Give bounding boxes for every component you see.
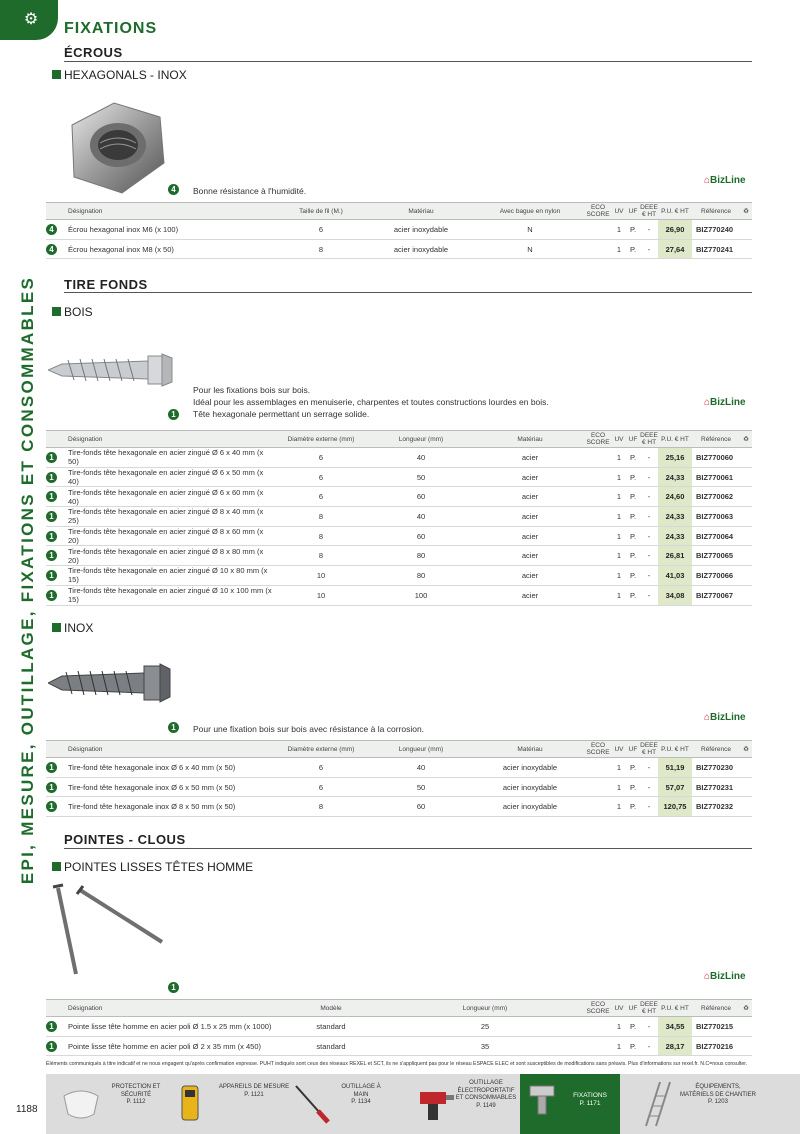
row-value: 80	[366, 546, 476, 566]
row-eco-score	[584, 507, 612, 527]
bullet-badge: 1	[46, 782, 57, 793]
row-deee: -	[640, 585, 658, 605]
row-reference[interactable]: BIZ770063	[692, 507, 740, 527]
row-uv: 1	[612, 566, 626, 586]
section-title-tirefonds: TIRE FONDS	[64, 277, 148, 292]
row-eco-score	[584, 546, 612, 566]
bullet-badge: 1	[46, 511, 57, 522]
row-uv: 1	[612, 758, 626, 778]
row-designation: 1 Tire-fond tête hexagonale inox Ø 8 x 50 mm (x 50)	[46, 797, 276, 817]
product-description: Bonne résistance à l'humidité.	[193, 186, 307, 196]
footer-link-protection[interactable]: PROTECTION ET SÉCURITÉ P. 1112	[111, 1084, 161, 1105]
table-row[interactable]	[46, 1036, 752, 1056]
table-row[interactable]	[46, 797, 752, 817]
row-value: 8	[276, 507, 366, 527]
row-value: 40	[366, 507, 476, 527]
row-designation: 1 Pointe lisse tête homme en acier poli Ø 1.5 x 25 mm (x 1000)	[46, 1017, 276, 1037]
row-price: 28,17	[658, 1036, 692, 1056]
row-uf: P.	[626, 546, 640, 566]
row-reference[interactable]: BIZ770061	[692, 467, 740, 487]
bullet-badge: 4	[168, 184, 179, 195]
page-title: FIXATIONS	[64, 20, 158, 37]
row-price: 24,60	[658, 487, 692, 507]
row-designation: 1 Pointe lisse tête homme en acier poli Ø 2 x 35 mm (x 450)	[46, 1036, 276, 1056]
row-value: standard	[276, 1036, 386, 1056]
row-value: 10	[276, 566, 366, 586]
subsection-inox: INOX	[52, 621, 93, 635]
row-value: 25	[386, 1017, 584, 1037]
row-value: 100	[366, 585, 476, 605]
row-deee: -	[640, 1036, 658, 1056]
row-uv: 1	[612, 467, 626, 487]
product-description: Pour une fixation bois sur bois avec résistance à la corrosion.	[193, 724, 425, 734]
footer-link-fixations[interactable]: FIXATIONS P. 1171	[573, 1092, 607, 1107]
legal-footnote: Éléments communiqués à titre indicatif et ne nous engagent qu'après confirmation expresse. PUHT indiqués sont ceux des réseaux REXEL et SCT, ils ne s'appliquent pas pour le réseau ESPACE ELEC et sont susceptibles de modifications sans préavis. Plus d'informations sur rexel.fr. N.C=nous consulter.	[46, 1061, 748, 1067]
row-eco-score	[584, 526, 612, 546]
row-price: 26,81	[658, 546, 692, 566]
table-row[interactable]	[46, 777, 752, 797]
row-eco-score	[584, 448, 612, 468]
row-value: 40	[366, 758, 476, 778]
row-deee: -	[640, 1017, 658, 1037]
page-number: 1188	[16, 1104, 38, 1115]
row-designation: 1 Tire-fonds tête hexagonale en acier zingué Ø 10 x 80 mm (x 15)	[46, 566, 276, 586]
row-value: 8	[276, 546, 366, 566]
table-row[interactable]	[46, 566, 752, 586]
row-value: acier	[476, 487, 584, 507]
recycle-icon: ♻	[740, 431, 752, 448]
table-row[interactable]	[46, 585, 752, 605]
table-row[interactable]	[46, 487, 752, 507]
row-uv: 1	[612, 777, 626, 797]
row-uf: P.	[626, 585, 640, 605]
row-designation: 1 Tire-fonds tête hexagonale en acier zingué Ø 8 x 60 mm (x 20)	[46, 526, 276, 546]
row-uf: P.	[626, 758, 640, 778]
row-value: 80	[366, 566, 476, 586]
row-eco-score	[584, 1017, 612, 1037]
row-eco-score	[584, 758, 612, 778]
ecrous-table: Désignation Taille de fil (M.) Matériau Avec bague en nylon ECO SCORE UV UF DEEE € HT P.U. € HT Référence ♻ 4 Écrou hexagonal inox M6 (x 100) 6 acier inoxydable N 1 P. - 26,90 BIZ770240 4 Écrou hexagonal inox M8 (x 50) 8 acier inoxydable N 1 P. - 27,64 BIZ770241	[46, 202, 752, 259]
bullet-badge: 1	[168, 409, 179, 420]
row-value: acier	[476, 507, 584, 527]
row-uv: 1	[612, 487, 626, 507]
bullet-badge: 1	[46, 1021, 57, 1032]
row-uv: 1	[612, 546, 626, 566]
nails-image	[50, 880, 170, 980]
bullet-badge: 1	[46, 1041, 57, 1052]
section-title-ecrous: ÉCROUS	[64, 45, 123, 60]
row-deee: -	[640, 546, 658, 566]
row-price: 57,07	[658, 777, 692, 797]
row-value: 40	[366, 448, 476, 468]
table-row[interactable]: 4 Écrou hexagonal inox M6 (x 100) 6 acier inoxydable N 1 P. - 26,90 BIZ770240	[46, 220, 752, 240]
row-reference[interactable]: BIZ770230	[692, 758, 740, 778]
bullet-badge: 1	[46, 452, 57, 463]
row-reference[interactable]: BIZ770067	[692, 585, 740, 605]
row-price: 25,16	[658, 448, 692, 468]
footer-links	[46, 1074, 800, 1134]
row-value: acier inoxydable	[476, 758, 584, 778]
row-uv: 1	[612, 797, 626, 817]
subsection-bois: BOIS	[52, 305, 93, 319]
table-row[interactable]	[46, 507, 752, 527]
table-row[interactable]	[46, 526, 752, 546]
row-uf: P.	[626, 467, 640, 487]
fixing-clamp-icon	[524, 1080, 560, 1120]
row-price: 24,33	[658, 526, 692, 546]
row-uf: P.	[626, 526, 640, 546]
bullet-badge: 1	[46, 590, 57, 601]
bizline-logo: ⌂BizLine	[704, 971, 746, 982]
bullet-badge: 1	[46, 472, 57, 483]
row-reference[interactable]: BIZ770066	[692, 566, 740, 586]
subsection-pointes-lisses: POINTES LISSES TÊTES HOMME	[52, 860, 253, 874]
row-reference[interactable]: BIZ770216	[692, 1036, 740, 1056]
row-value: 6	[276, 448, 366, 468]
row-value: acier	[476, 467, 584, 487]
row-value: acier	[476, 526, 584, 546]
row-uf: P.	[626, 1017, 640, 1037]
row-reference[interactable]: BIZ770060	[692, 448, 740, 468]
row-deee: -	[640, 487, 658, 507]
row-eco-score	[584, 777, 612, 797]
row-uv: 1	[612, 507, 626, 527]
table-row[interactable]	[46, 758, 752, 778]
product-description: Pour les fixations bois sur bois. Idéal pour les assemblages en menuiserie, charpentes et toutes constructions lourdes en bois. Tête hexagonale permettant un serrage solide.	[193, 385, 549, 419]
lag-screw-zinc-image	[48, 350, 174, 390]
row-designation: 1 Tire-fonds tête hexagonale en acier zingué Ø 8 x 40 mm (x 25)	[46, 507, 276, 527]
row-eco-score	[584, 1036, 612, 1056]
row-reference[interactable]: BIZ770231	[692, 777, 740, 797]
tirefonds-bois-table: Désignation Diamètre externe (mm) Longueur (mm) Matériau ECO SCORE UV UF DEEE € HT P.U. € HT Référence ♻ 1 Tire-fonds tête hexagonale en acier zingué Ø 6 x 40 mm (x 50) 6 40 acier 1 P. - 25,16 BIZ770060 1 Tire-fonds tête hexagonale en acier zingué Ø 6 x 50 mm (x 40) 6 50 acier 1 P. - 24,33 BIZ770061 1 Tire-fonds tête hexagonale en acier zingué Ø 6 x 60 mm (x 40) 6 60 acier 1 P. - 24,60 BIZ770062 1 Tire-fonds tête hexagonale en acier zingué Ø 8 x 40 mm (x 25) 8 40 acier 1 P. - 24,33 BIZ770063 1 Tire-fonds tête hexagonale en acier zingué Ø 8 x 60 mm (x 20) 8 60 acier 1 P. - 24,33 BIZ770064 1 Tire-fonds tête hexagonale en acier zingué Ø 8 x 80 mm (x 20) 8 80 acier 1 P. - 26,81 BIZ770065 1 Tire-fonds tête hexagonale en acier zingué Ø 10 x 80 mm (x 15) 10 80 acier 1 P. - 41,03 BIZ770066 1 Tire-fonds tête hexagonale en acier zingué Ø 10 x 100 mm (x 15) 10 100 acier 1 P. - 34,08 BIZ770067	[46, 430, 752, 606]
table-row[interactable]	[46, 546, 752, 566]
row-value: standard	[276, 1017, 386, 1037]
row-price: 34,08	[658, 585, 692, 605]
row-designation: 1 Tire-fonds tête hexagonale en acier zingué Ø 10 x 100 mm (x 15)	[46, 585, 276, 605]
row-deee: -	[640, 566, 658, 586]
screwdriver-icon	[292, 1082, 332, 1126]
tirefonds-inox-table: Désignation Diamètre externe (mm) Longueur (mm) Matériau ECO SCORE UV UF DEEE € HT P.U. € HT Référence ♻ 1 Tire-fond tête hexagonale inox Ø 6 x 40 mm (x 50) 6 40 acier inoxydable 1 P. - 51,19 BIZ770230 1 Tire-fond tête hexagonale inox Ø 6 x 50 mm (x 50) 6 50 acier inoxydable 1 P. - 57,07 BIZ770231 1 Tire-fond tête hexagonale inox Ø 8 x 50 mm (x 50) 8 60 acier inoxydable 1 P. - 120,75 BIZ770232	[46, 740, 752, 817]
row-designation: 1 Tire-fonds tête hexagonale en acier zingué Ø 6 x 40 mm (x 50)	[46, 448, 276, 468]
hex-nut-image	[52, 95, 176, 203]
section-title-pointes: POINTES - CLOUS	[64, 832, 186, 847]
row-uf: P.	[626, 487, 640, 507]
wrench-bolt-icon: ⚙	[23, 11, 39, 28]
row-value: acier	[476, 546, 584, 566]
row-designation: 1 Tire-fond tête hexagonale inox Ø 6 x 50 mm (x 50)	[46, 777, 276, 797]
bullet-badge: 1	[46, 531, 57, 542]
recycle-icon: ♻	[740, 1000, 752, 1017]
row-reference[interactable]: BIZ770062	[692, 487, 740, 507]
row-designation: 1 Tire-fond tête hexagonale inox Ø 6 x 40 mm (x 50)	[46, 758, 276, 778]
row-deee: -	[640, 797, 658, 817]
row-deee: -	[640, 526, 658, 546]
subsection-hexagonals: HEXAGONALS - INOX	[52, 68, 187, 82]
row-value: 60	[366, 487, 476, 507]
bullet-badge: 1	[46, 801, 57, 812]
row-uf: P.	[626, 507, 640, 527]
row-uf: P.	[626, 1036, 640, 1056]
row-uv: 1	[612, 1036, 626, 1056]
row-price: 51,19	[658, 758, 692, 778]
row-value: 35	[386, 1036, 584, 1056]
table-row[interactable]	[46, 467, 752, 487]
row-uv: 1	[612, 526, 626, 546]
footer-link-equipements[interactable]: ÉQUIPEMENTS, MATÉRIELS DE CHANTIER P. 1203	[680, 1084, 756, 1105]
row-eco-score	[584, 797, 612, 817]
bizline-logo: ⌂BizLine	[704, 712, 746, 723]
row-value: acier	[476, 566, 584, 586]
row-value: 6	[276, 777, 366, 797]
row-uv: 1	[612, 448, 626, 468]
row-deee: -	[640, 758, 658, 778]
row-designation: 1 Tire-fonds tête hexagonale en acier zingué Ø 6 x 60 mm (x 40)	[46, 487, 276, 507]
footer-link-electroportatif[interactable]: OUTILLAGE ÉLECTROPORTATIF ET CONSOMMABLES P. 1149	[455, 1080, 517, 1109]
row-price: 120,75	[658, 797, 692, 817]
section-divider	[64, 61, 752, 62]
table-row[interactable]	[46, 1017, 752, 1037]
row-value: 50	[366, 467, 476, 487]
row-eco-score	[584, 566, 612, 586]
row-value: acier	[476, 585, 584, 605]
pointes-table: Désignation Modèle Longueur (mm) ECO SCORE UV UF DEEE € HT P.U. € HT Référence ♻ 1 Pointe lisse tête homme en acier poli Ø 1.5 x 25 mm (x 1000) standard 25 1 P. - 34,55 BIZ770215 1 Pointe lisse tête homme en acier poli Ø 2 x 35 mm (x 450) standard 35 1 P. - 28,17 BIZ770216	[46, 999, 752, 1056]
multimeter-icon	[176, 1082, 206, 1126]
bullet-badge: 1	[168, 982, 179, 993]
drill-icon	[416, 1082, 456, 1126]
row-eco-score	[584, 585, 612, 605]
row-price: 34,55	[658, 1017, 692, 1037]
row-value: 60	[366, 797, 476, 817]
bizline-logo: ⌂BizLine	[704, 175, 746, 186]
section-divider	[64, 292, 752, 293]
lag-screw-inox-image	[48, 662, 172, 704]
row-price: 24,33	[658, 507, 692, 527]
row-eco-score	[584, 487, 612, 507]
row-value: acier	[476, 448, 584, 468]
bullet-badge: 1	[46, 550, 57, 561]
row-value: acier inoxydable	[476, 777, 584, 797]
row-designation: 1 Tire-fonds tête hexagonale en acier zingué Ø 8 x 80 mm (x 20)	[46, 546, 276, 566]
row-deee: -	[640, 448, 658, 468]
recycle-icon: ♻	[740, 203, 752, 220]
footer-link-mesure[interactable]: APPAREILS DE MESURE P. 1121	[218, 1084, 290, 1098]
row-reference[interactable]: BIZ770065	[692, 546, 740, 566]
row-deee: -	[640, 507, 658, 527]
row-uv: 1	[612, 1017, 626, 1037]
bullet-badge: 1	[46, 491, 57, 502]
row-value: 10	[276, 585, 366, 605]
mask-icon	[60, 1084, 102, 1124]
row-eco-score	[584, 467, 612, 487]
bullet-badge: 1	[46, 570, 57, 581]
row-deee: -	[640, 467, 658, 487]
row-value: 6	[276, 487, 366, 507]
row-value: 6	[276, 758, 366, 778]
row-value: 6	[276, 467, 366, 487]
side-category: EPI, MESURE, OUTILLAGE, FIXATIONS ET CONSOMMABLES	[18, 275, 37, 885]
row-reference[interactable]: BIZ770215	[692, 1017, 740, 1037]
row-value: 8	[276, 526, 366, 546]
row-price: 41,03	[658, 566, 692, 586]
row-uv: 1	[612, 585, 626, 605]
row-designation: 1 Tire-fonds tête hexagonale en acier zingué Ø 6 x 50 mm (x 40)	[46, 467, 276, 487]
row-value: 8	[276, 797, 366, 817]
row-uf: P.	[626, 448, 640, 468]
footer-link-outillage-main[interactable]: OUTILLAGE À MAIN P. 1134	[341, 1084, 381, 1105]
row-uf: P.	[626, 566, 640, 586]
row-value: 50	[366, 777, 476, 797]
table-row[interactable]: 4 Écrou hexagonal inox M8 (x 50) 8 acier inoxydable N 1 P. - 27,64 BIZ770241	[46, 239, 752, 259]
bizline-logo: ⌂BizLine	[704, 397, 746, 408]
row-uf: P.	[626, 777, 640, 797]
row-value: 60	[366, 526, 476, 546]
row-value: acier inoxydable	[476, 797, 584, 817]
row-reference[interactable]: BIZ770064	[692, 526, 740, 546]
bullet-badge: 1	[46, 762, 57, 773]
table-row[interactable]	[46, 448, 752, 468]
recycle-icon: ♻	[740, 741, 752, 758]
bullet-badge: 1	[168, 722, 179, 733]
ladder-icon	[636, 1078, 676, 1130]
row-reference[interactable]: BIZ770232	[692, 797, 740, 817]
row-deee: -	[640, 777, 658, 797]
row-price: 24,33	[658, 467, 692, 487]
row-uf: P.	[626, 797, 640, 817]
section-divider	[64, 848, 752, 849]
